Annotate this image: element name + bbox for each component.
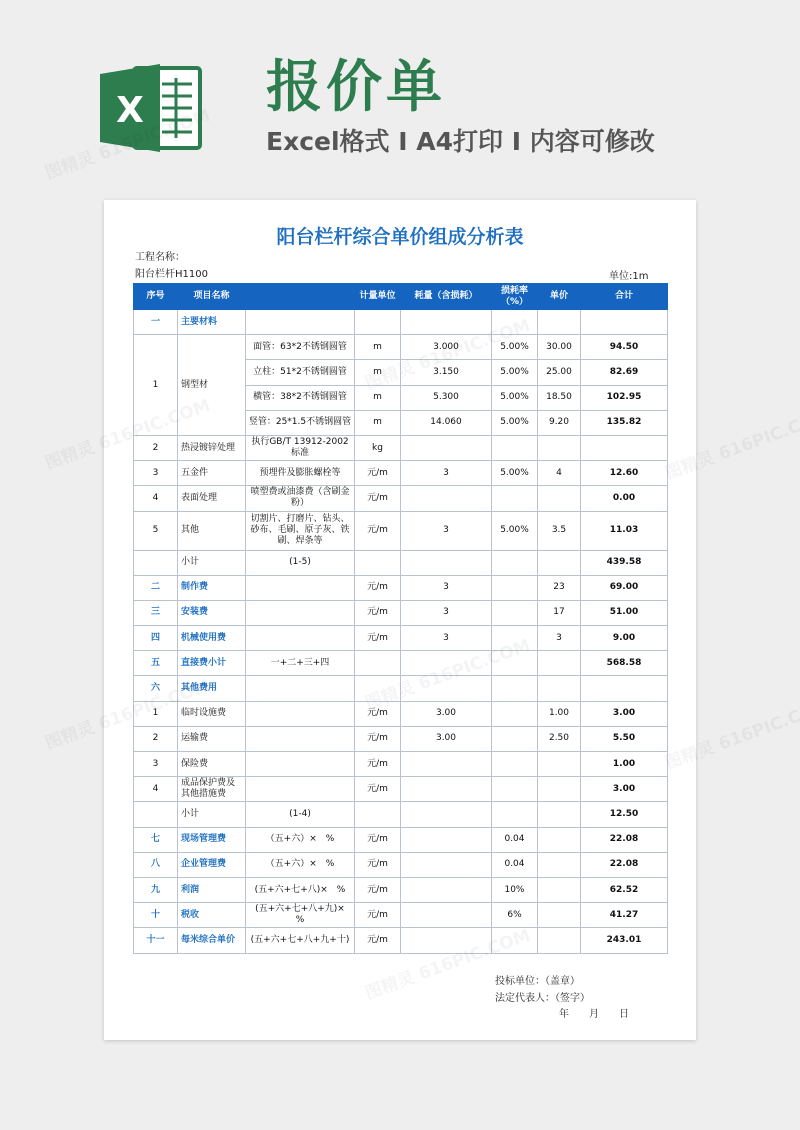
loss-rate [492, 486, 538, 511]
row-index: 一 [134, 310, 178, 335]
unit-price: 25.00 [538, 360, 581, 385]
item-spec: 切割片、打磨片、钻头、砂布、毛刷、原子灰、铁刷、焊条等 [246, 511, 355, 550]
header-cell [246, 284, 355, 310]
consumption: 3.00 [401, 701, 492, 726]
row-index: 2 [134, 435, 178, 460]
unit-label: 单位:1m [609, 271, 649, 282]
consumption: 3.150 [401, 360, 492, 385]
loss-rate: 5.00% [492, 410, 538, 435]
row-index: 十 [134, 903, 178, 928]
loss-rate [492, 802, 538, 827]
item-spec: 立柱：51*2不锈钢圆管 [246, 360, 355, 385]
measure-unit: m [355, 360, 401, 385]
loss-rate: 0.04 [492, 827, 538, 852]
row-index: 六 [134, 676, 178, 701]
item-spec [246, 777, 355, 802]
measure-unit: 元/m [355, 903, 401, 928]
row-index: 八 [134, 852, 178, 877]
measure-unit [355, 310, 401, 335]
item-name: 临时设施费 [178, 701, 246, 726]
loss-rate [492, 600, 538, 625]
measure-unit: m [355, 385, 401, 410]
row-total: 12.60 [581, 461, 668, 486]
consumption [401, 550, 492, 575]
unit-price: 18.50 [538, 385, 581, 410]
item-name: 成品保护费及其他措施费 [178, 777, 246, 802]
item-name: 其他 [178, 511, 246, 550]
item-spec: 喷塑费或油漆费（含刷金粉） [246, 486, 355, 511]
quote-sheet [104, 200, 696, 1040]
header-cell: 耗量（含损耗） [401, 284, 492, 310]
item-spec: (五+六+七+八)× % [246, 877, 355, 902]
item-spec: 一+二+三+四 [246, 651, 355, 676]
banner-subtitle: Excel格式 I A4打印 I 内容可修改 [266, 127, 655, 156]
row-index: 3 [134, 752, 178, 777]
consumption [401, 777, 492, 802]
consumption [401, 802, 492, 827]
loss-rate [492, 726, 538, 751]
price-analysis-table [133, 283, 668, 954]
item-name: 热浸镀锌处理 [178, 435, 246, 460]
consumption: 3 [401, 600, 492, 625]
measure-unit: 元/m [355, 461, 401, 486]
item-spec: （五+六）× % [246, 827, 355, 852]
measure-unit: 元/m [355, 511, 401, 550]
consumption [401, 903, 492, 928]
row-total: 3.00 [581, 777, 668, 802]
item-spec: 面管：63*2不锈钢圆管 [246, 335, 355, 360]
consumption: 3.000 [401, 335, 492, 360]
table-row [134, 701, 668, 726]
item-spec: （五+六）× % [246, 852, 355, 877]
table-row [134, 310, 668, 335]
row-index: 七 [134, 827, 178, 852]
row-total: 69.00 [581, 575, 668, 600]
table-row [134, 651, 668, 676]
consumption [401, 852, 492, 877]
table-row [134, 511, 668, 550]
item-spec: (1-5) [246, 550, 355, 575]
table-row [134, 461, 668, 486]
item-spec [246, 752, 355, 777]
consumption: 3.00 [401, 726, 492, 751]
unit-price: 3.5 [538, 511, 581, 550]
item-spec [246, 626, 355, 651]
loss-rate: 5.00% [492, 511, 538, 550]
measure-unit: m [355, 335, 401, 360]
item-spec: (五+六+七+八+九+十) [246, 928, 355, 953]
item-spec [246, 310, 355, 335]
loss-rate [492, 575, 538, 600]
loss-rate: 0.04 [492, 852, 538, 877]
unit-price [538, 550, 581, 575]
unit-price: 17 [538, 600, 581, 625]
measure-unit: 元/m [355, 726, 401, 751]
unit-price [538, 777, 581, 802]
measure-unit: kg [355, 435, 401, 460]
unit-price: 23 [538, 575, 581, 600]
measure-unit: 元/m [355, 486, 401, 511]
project-label: 工程名称： [135, 252, 185, 263]
header-cell: 项目名称 [178, 284, 246, 310]
unit-price: 9.20 [538, 410, 581, 435]
row-total: 12.50 [581, 802, 668, 827]
item-name: 其他费用 [178, 676, 246, 701]
unit-price [538, 676, 581, 701]
table-row [134, 802, 668, 827]
table-row [134, 726, 668, 751]
consumption [401, 486, 492, 511]
consumption [401, 827, 492, 852]
unit-price [538, 651, 581, 676]
consumption [401, 877, 492, 902]
item-name: 机械使用费 [178, 626, 246, 651]
header-cell: 序号 [134, 284, 178, 310]
measure-unit: 元/m [355, 626, 401, 651]
table-row [134, 600, 668, 625]
item-spec [246, 726, 355, 751]
table-header-row [134, 284, 668, 310]
table-row [134, 575, 668, 600]
measure-unit: 元/m [355, 852, 401, 877]
document-title: 阳台栏杆综合单价组成分析表 [276, 226, 524, 248]
item-name: 表面处理 [178, 486, 246, 511]
row-total [581, 310, 668, 335]
item-spec [246, 600, 355, 625]
row-total: 41.27 [581, 903, 668, 928]
item-name: 现场管理费 [178, 827, 246, 852]
item-spec: (1-4) [246, 802, 355, 827]
item-name: 运输费 [178, 726, 246, 751]
item-name: 直接费小计 [178, 651, 246, 676]
row-index: 5 [134, 511, 178, 550]
row-total: 94.50 [581, 335, 668, 360]
project-name: 阳台栏杆H1100 [135, 269, 208, 280]
item-spec: 竖管：25*1.5不锈钢圆管 [246, 410, 355, 435]
row-total: 5.50 [581, 726, 668, 751]
unit-price: 2.50 [538, 726, 581, 751]
item-name: 五金件 [178, 461, 246, 486]
row-total: 568.58 [581, 651, 668, 676]
row-index: 三 [134, 600, 178, 625]
consumption: 3 [401, 626, 492, 651]
measure-unit: 元/m [355, 701, 401, 726]
consumption: 3 [401, 511, 492, 550]
banner [0, 0, 800, 200]
row-index: 二 [134, 575, 178, 600]
row-index [134, 550, 178, 575]
loss-rate [492, 777, 538, 802]
unit-price [538, 752, 581, 777]
item-spec: 横管：38*2不锈钢圆管 [246, 385, 355, 410]
table-body [134, 310, 668, 954]
unit-price: 4 [538, 461, 581, 486]
item-name: 利润 [178, 877, 246, 902]
row-total: 439.58 [581, 550, 668, 575]
bidder-signature-label: 投标单位：（盖章） [495, 976, 580, 987]
table-row [134, 903, 668, 928]
table-row [134, 928, 668, 953]
row-total: 0.00 [581, 486, 668, 511]
row-index: 五 [134, 651, 178, 676]
row-total: 3.00 [581, 701, 668, 726]
measure-unit [355, 651, 401, 676]
row-index: 4 [134, 777, 178, 802]
row-index: 九 [134, 877, 178, 902]
row-total: 102.95 [581, 385, 668, 410]
table-row [134, 752, 668, 777]
table-row [134, 550, 668, 575]
unit-price [538, 435, 581, 460]
item-name: 小计 [178, 802, 246, 827]
item-name: 企业管理费 [178, 852, 246, 877]
loss-rate: 10% [492, 877, 538, 902]
item-name: 小计 [178, 550, 246, 575]
header-cell: 计量单位 [355, 284, 401, 310]
loss-rate [492, 701, 538, 726]
loss-rate [492, 752, 538, 777]
table-row [134, 626, 668, 651]
row-total: 22.08 [581, 852, 668, 877]
unit-price: 30.00 [538, 335, 581, 360]
item-name: 每米综合单价 [178, 928, 246, 953]
measure-unit: 元/m [355, 752, 401, 777]
consumption: 3 [401, 575, 492, 600]
item-spec: 执行GB/T 13912-2002标准 [246, 435, 355, 460]
unit-price [538, 852, 581, 877]
table-row [134, 435, 668, 460]
row-total: 9.00 [581, 626, 668, 651]
row-total: 51.00 [581, 600, 668, 625]
unit-price [538, 827, 581, 852]
header-cell: 损耗率（%） [492, 284, 538, 310]
row-total: 22.08 [581, 827, 668, 852]
item-name: 保险费 [178, 752, 246, 777]
row-total [581, 676, 668, 701]
item-name: 安装费 [178, 600, 246, 625]
header-cell: 单价 [538, 284, 581, 310]
row-total: 1.00 [581, 752, 668, 777]
item-spec: (五+六+七+八+九)× % [246, 903, 355, 928]
unit-price [538, 310, 581, 335]
item-spec: 预埋件及膨胀螺栓等 [246, 461, 355, 486]
measure-unit: 元/m [355, 877, 401, 902]
measure-unit: 元/m [355, 827, 401, 852]
item-spec [246, 701, 355, 726]
measure-unit: 元/m [355, 777, 401, 802]
row-total: 135.82 [581, 410, 668, 435]
unit-price: 1.00 [538, 701, 581, 726]
item-spec [246, 676, 355, 701]
loss-rate [492, 676, 538, 701]
row-index: 4 [134, 486, 178, 511]
item-spec [246, 575, 355, 600]
loss-rate: 6% [492, 903, 538, 928]
loss-rate: 5.00% [492, 385, 538, 410]
row-index: 1 [134, 701, 178, 726]
row-index: 1 [134, 335, 178, 436]
header-cell: 合计 [581, 284, 668, 310]
unit-price [538, 802, 581, 827]
row-total: 62.52 [581, 877, 668, 902]
table-row [134, 827, 668, 852]
table-row [134, 852, 668, 877]
table-row [134, 877, 668, 902]
row-index: 3 [134, 461, 178, 486]
row-total: 11.03 [581, 511, 668, 550]
consumption: 3 [401, 461, 492, 486]
unit-price [538, 903, 581, 928]
loss-rate [492, 435, 538, 460]
unit-price [538, 486, 581, 511]
row-total [581, 435, 668, 460]
banner-title: 报价单 [266, 55, 446, 120]
measure-unit: 元/m [355, 600, 401, 625]
measure-unit: 元/m [355, 575, 401, 600]
date-line: 年 月 日 [559, 1009, 629, 1020]
consumption: 5.300 [401, 385, 492, 410]
loss-rate: 5.00% [492, 335, 538, 360]
table-row [134, 486, 668, 511]
unit-price: 3 [538, 626, 581, 651]
row-total: 82.69 [581, 360, 668, 385]
legal-rep-signature-label: 法定代表人：（签字） [495, 993, 590, 1004]
table-row [134, 777, 668, 802]
unit-price [538, 877, 581, 902]
consumption: 14.060 [401, 410, 492, 435]
row-index [134, 802, 178, 827]
item-name: 制作费 [178, 575, 246, 600]
row-total: 243.01 [581, 928, 668, 953]
excel-icon-letter: X [116, 90, 144, 131]
row-index: 2 [134, 726, 178, 751]
row-index: 十一 [134, 928, 178, 953]
measure-unit: m [355, 410, 401, 435]
measure-unit: 元/m [355, 928, 401, 953]
loss-rate [492, 550, 538, 575]
unit-price [538, 928, 581, 953]
measure-unit [355, 802, 401, 827]
consumption [401, 752, 492, 777]
row-index: 四 [134, 626, 178, 651]
item-name: 税收 [178, 903, 246, 928]
item-name: 钢型材 [178, 335, 246, 436]
loss-rate: 5.00% [492, 360, 538, 385]
item-name: 主要材料 [178, 310, 246, 335]
consumption [401, 435, 492, 460]
loss-rate: 5.00% [492, 461, 538, 486]
measure-unit [355, 550, 401, 575]
